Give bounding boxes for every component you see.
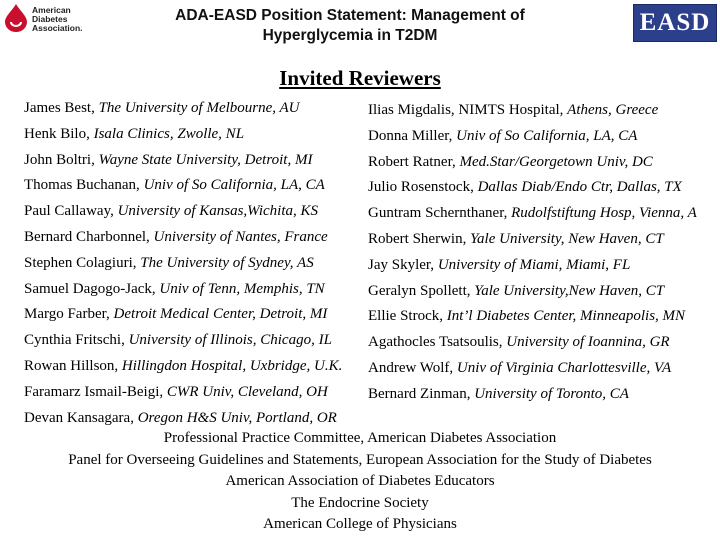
reviewer-affiliation: University of Ioannina, GR — [506, 334, 670, 351]
reviewer-name: Samuel Dagogo-Jack, — [24, 280, 160, 297]
reviewer-entry — [24, 329, 342, 355]
reviewer-entry — [24, 381, 342, 407]
reviewer-name: Faramarz Ismail-Beigi, — [24, 383, 167, 400]
reviewer-entry — [24, 355, 342, 381]
reviewer-name: Donna Miller, — [368, 127, 457, 144]
reviewer-affiliation: Isala Clinics, Zwolle, NL — [93, 125, 245, 142]
reviewer-affiliation: Detroit Medical Center, Detroit, MI — [113, 306, 328, 323]
reviewer-affiliation: University of Miami, Miami, FL — [437, 256, 631, 273]
organization-line: Panel for Overseeing Guidelines and Statements, European Association for the Study of Diabetes — [68, 451, 652, 468]
reviewer-name: Ellie Strock, — [368, 308, 447, 325]
reviewer-affiliation: Wayne State University, Detroit, MI — [98, 151, 313, 168]
reviewer-name: Devan Kansagara, — [24, 409, 138, 426]
reviewer-entry — [368, 228, 697, 254]
reviewer-entry — [24, 278, 342, 304]
reviewer-name: Robert Sherwin, — [368, 230, 471, 247]
reviewer-affiliation: Rudolfstiftung Hosp, Vienna, A — [511, 205, 697, 222]
reviewer-affiliation: Univ of So California, LA, CA — [456, 127, 638, 144]
slide-title — [110, 6, 590, 46]
reviewer-entry — [368, 305, 697, 331]
reviewer-affiliation: University of Nantes, France — [153, 228, 328, 245]
reviewer-entry — [368, 254, 697, 280]
ada-logo — [2, 3, 102, 37]
reviewer-entry — [24, 226, 342, 252]
reviewer-entry — [368, 176, 697, 202]
slide-header — [0, 0, 720, 56]
reviewer-entry — [368, 357, 697, 383]
reviewer-name: John Boltri, — [24, 151, 99, 168]
reviewers-right-column — [368, 99, 697, 409]
reviewer-name: Ilias Migdalis, NIMTS Hospital, — [368, 102, 568, 118]
reviewer-affiliation: Hillingdon Hospital, Uxbridge, U.K. — [121, 357, 343, 374]
reviewers-left-column — [24, 97, 342, 432]
reviewer-name: Cynthia Fritschi, — [24, 332, 129, 349]
reviewer-name: James Best, — [24, 100, 99, 116]
reviewer-affiliation: Athens, Greece — [567, 102, 659, 118]
reviewer-entry — [368, 99, 697, 125]
reviewer-entry — [368, 383, 697, 409]
organization-line: American Association of Diabetes Educators — [225, 473, 495, 489]
reviewer-affiliation: Yale University, New Haven, CT — [470, 230, 664, 247]
reviewer-name: Geralyn Spollett, — [368, 282, 475, 299]
reviewer-name: Agathocles Tsatsoulis, — [368, 334, 507, 351]
reviewer-name: Guntram Schernthaner, — [368, 205, 512, 222]
reviewer-entry — [368, 151, 697, 177]
reviewer-name: Rowan Hillson, — [24, 357, 122, 374]
ada-drop-shape — [5, 4, 27, 32]
reviewer-affiliation: University of Kansas,Wichita, KS — [117, 203, 319, 220]
reviewer-affiliation: Yale University,New Haven, CT — [474, 282, 665, 299]
reviewer-name: Andrew Wolf, — [368, 359, 457, 376]
ada-drop-icon — [2, 3, 30, 33]
reviewer-entry — [24, 303, 342, 329]
easd-logo: EASD — [633, 4, 717, 42]
reviewer-entry — [24, 200, 342, 226]
reviewer-entry — [368, 125, 697, 151]
reviewer-entry — [24, 97, 342, 123]
organization-line: American College of Physicians — [263, 516, 457, 532]
reviewer-name: Paul Callaway, — [24, 203, 118, 220]
title-line-2: Hyperglycemia in T2DM — [262, 27, 438, 44]
organization-line: The Endocrine Society — [291, 494, 429, 511]
reviewer-name: Bernard Zinman, — [368, 385, 475, 402]
reviewer-entry — [24, 123, 342, 149]
reviewer-affiliation: The University of Sydney, AS — [140, 254, 314, 271]
reviewer-name: Julio Rosenstock, — [368, 179, 478, 196]
reviewer-name: Bernard Charbonnel, — [24, 228, 154, 245]
section-heading: Invited Reviewers — [279, 66, 441, 90]
reviewer-affiliation: Univ of So California, LA, CA — [143, 177, 325, 194]
reviewer-affiliation: Med.Star/Georgetown Univ, DC — [459, 153, 653, 170]
reviewer-affiliation: Univ of Tenn, Memphis, TN — [159, 280, 325, 297]
reviewer-affiliation: University of Illinois, Chicago, IL — [128, 332, 332, 349]
organization-line: Professional Practice Committee, American Diabetes Association — [163, 430, 557, 446]
reviewer-name: Henk Bilo, — [24, 125, 94, 142]
reviewer-affiliation: Int’l Diabetes Center, Minneapolis, MN — [446, 308, 686, 325]
reviewer-affiliation: University of Toronto, CA — [474, 385, 629, 402]
ada-wordmark — [32, 6, 83, 33]
ada-wordmark-line: Association. — [32, 23, 83, 33]
ada-wordmark-line: American — [32, 5, 71, 15]
reviewer-entry — [24, 149, 342, 175]
reviewer-entry — [24, 252, 342, 278]
reviewer-affiliation: Dallas Diab/Endo Ctr, Dallas, TX — [477, 179, 682, 196]
reviewer-affiliation: Oregon H&S Univ, Portland, OR — [137, 409, 337, 426]
reviewer-affiliation: CWR Univ, Cleveland, OH — [166, 383, 328, 400]
title-line-1: ADA-EASD Position Statement: Management of — [175, 7, 525, 24]
reviewer-name: Thomas Buchanan, — [24, 177, 144, 194]
reviewer-entry — [368, 202, 697, 228]
reviewer-entry — [24, 174, 342, 200]
reviewer-name: Stephen Colagiuri, — [24, 254, 141, 271]
ada-wordmark-line: Diabetes — [32, 14, 68, 24]
reviewer-entry — [368, 331, 697, 357]
reviewer-name: Robert Ratner, — [368, 153, 460, 170]
reviewer-affiliation: Univ of Virginia Charlottesville, VA — [456, 359, 672, 376]
organizations-list — [0, 428, 720, 536]
reviewer-entry — [368, 280, 697, 306]
reviewer-name: Margo Farber, — [24, 306, 114, 323]
reviewer-affiliation: The University of Melbourne, AU — [98, 100, 300, 116]
reviewer-name: Jay Skyler, — [368, 256, 438, 273]
